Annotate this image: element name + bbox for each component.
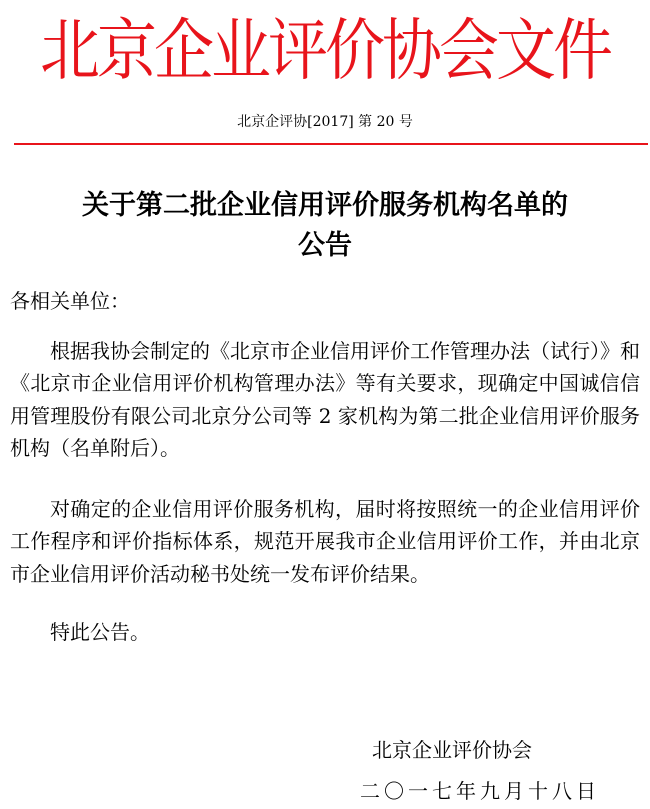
document-number: 北京企评协[2017] 第 20 号 [237, 114, 413, 130]
salutation: 各相关单位： [10, 289, 130, 313]
closing-paragraph: 特此公告。 [50, 620, 150, 644]
announcement-title-line-2: 公告 [298, 230, 352, 261]
red-divider-line [14, 143, 648, 145]
issue-date: 二〇一七年九月十八日 [360, 779, 600, 803]
masthead-title: 北京企业评价协会文件 [40, 11, 610, 91]
body-paragraph: 根据我协会制定的《北京市企业信用评价工作管理办法（试行）》和《北京市企业信用评价机构管理办法》等有关要求，现确定中国诚信信用管理股份有限公司北京分公司等 2 家机构为第二批企业信用评价服务机构（名单附后）。 [10, 339, 640, 460]
body-paragraph: 对确定的企业信用评价服务机构，届时将按照统一的企业信用评价工作程序和评价指标体系，规范开展我市企业信用评价工作，并由北京市企业信用评价活动秘书处统一发布评价结果。 [10, 497, 640, 586]
signer-organization: 北京企业评价协会 [372, 738, 532, 762]
announcement-title-line-1: 关于第二批企业信用评价服务机构名单的 [82, 190, 568, 221]
